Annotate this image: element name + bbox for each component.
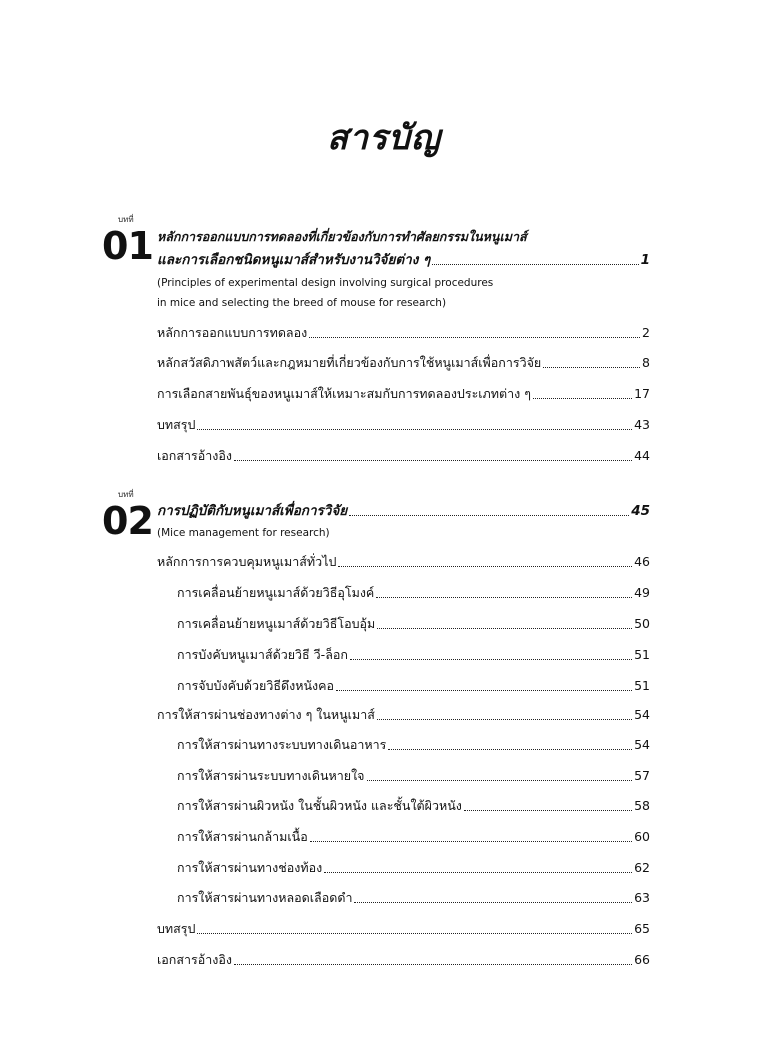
page-title: สารบัญ xyxy=(327,118,441,158)
page-number: 44 xyxy=(634,448,650,463)
entry-text: การจับบังคับด้วยวิธีดึงหนังคอ xyxy=(177,678,334,693)
dot-leader xyxy=(197,429,632,430)
entry-text: การเคลื่อนย้ายหนูเมาส์ด้วยวิธีอุโมงค์ xyxy=(177,585,375,600)
toc-subentry[interactable] xyxy=(177,797,650,815)
dot-leader xyxy=(367,780,633,781)
entry-text: หลักสวัสดิภาพสัตว์และกฎหมายที่เกี่ยวข้องกับการใช้หนูเมาส์เพื่อการวิจัย xyxy=(157,355,542,370)
dot-leader xyxy=(324,872,632,873)
heading-text: และการเลือกชนิดหนูเมาส์สำหรับงานวิจัยต่าง ๆ xyxy=(157,252,431,268)
page-number: 54 xyxy=(634,707,650,722)
page-number: 66 xyxy=(634,952,650,967)
toc-entry[interactable] xyxy=(157,416,650,434)
toc-subentry[interactable] xyxy=(177,767,650,785)
page-number: 62 xyxy=(634,860,650,875)
dot-leader xyxy=(543,367,640,368)
entry-text: เอกสารอ้างอิง xyxy=(157,448,232,463)
page-number: 51 xyxy=(634,678,650,693)
chapter-label: บทที่ xyxy=(118,490,134,499)
entry-text: บทสรุป xyxy=(157,417,196,432)
entry-text: การให้สารผ่านกล้ามเนื้อ xyxy=(177,829,308,844)
entry-text: การให้สารผ่านช่องทางต่าง ๆ ในหนูเมาส์ xyxy=(157,707,375,722)
entry-text: เอกสารอ้างอิง xyxy=(157,952,232,967)
toc-subentry[interactable] xyxy=(177,859,650,877)
entry-text: การเคลื่อนย้ายหนูเมาส์ด้วยวิธีโอบอุ้ม xyxy=(177,616,376,631)
page-number: 43 xyxy=(634,417,650,432)
dot-leader xyxy=(336,690,632,691)
dot-leader xyxy=(377,628,632,629)
page-number: 49 xyxy=(634,585,650,600)
chapter-heading-line1: หลักการออกแบบการทดลองที่เกี่ยวข้องกับการทำศัลยกรรมในหนูเมาส์ xyxy=(157,229,527,244)
page-number: 50 xyxy=(634,616,650,631)
dot-leader xyxy=(388,749,632,750)
entry-text: การบังคับหนูเมาส์ด้วยวิธี วี-ล็อก xyxy=(177,647,348,662)
toc-entry[interactable] xyxy=(157,447,650,465)
chapter-heading-line2[interactable] xyxy=(157,251,650,269)
dot-leader xyxy=(338,566,632,567)
chapter-number: 02 xyxy=(102,499,153,543)
chapter-heading[interactable] xyxy=(157,502,650,520)
toc-entry[interactable] xyxy=(157,920,650,938)
entry-text: การให้สารผ่านทางระบบทางเดินอาหาร xyxy=(177,737,387,752)
page-number: 58 xyxy=(634,798,650,813)
toc-subentry[interactable] xyxy=(177,736,650,754)
page-number: 51 xyxy=(634,647,650,662)
dot-leader xyxy=(533,398,632,399)
toc-subentry[interactable] xyxy=(177,646,650,664)
page-number: 57 xyxy=(634,768,650,783)
dot-leader xyxy=(432,264,638,265)
dot-leader xyxy=(377,719,632,720)
english-title-line2: in mice and selecting the breed of mouse for research) xyxy=(157,297,447,309)
page-number: 17 xyxy=(634,386,650,401)
entry-text: การเลือกสายพันธุ์ของหนูเมาส์ให้เหมาะสมกับการทดลองประเภทต่าง ๆ xyxy=(157,386,531,401)
toc-subentry[interactable] xyxy=(177,677,650,695)
dot-leader xyxy=(234,964,632,965)
page-number: 8 xyxy=(642,355,650,370)
page-number: 46 xyxy=(634,554,650,569)
dot-leader xyxy=(310,841,632,842)
entry-text: บทสรุป xyxy=(157,921,196,936)
entry-text: หลักการการควบคุมหนูเมาส์ทั่วไป xyxy=(157,554,337,569)
toc-entry[interactable] xyxy=(157,324,650,342)
entry-text: การให้สารผ่านทางหลอดเลือดดำ xyxy=(177,890,353,905)
dot-leader xyxy=(197,933,632,934)
toc-subentry[interactable] xyxy=(177,889,650,907)
english-title-line1: (Principles of experimental design involving surgical procedures xyxy=(157,277,494,289)
entry-text: การให้สารผ่านระบบทางเดินหายใจ xyxy=(177,768,365,783)
toc-entry[interactable] xyxy=(157,385,650,403)
toc-subentry[interactable] xyxy=(177,584,650,602)
dot-leader xyxy=(309,337,640,338)
toc-entry[interactable] xyxy=(157,951,650,969)
chapter-number: 01 xyxy=(102,224,153,268)
dot-leader xyxy=(234,460,632,461)
toc-entry[interactable] xyxy=(157,706,650,724)
toc-entry[interactable] xyxy=(157,354,650,372)
page-number: 63 xyxy=(634,890,650,905)
heading-text: การปฏิบัติกับหนูเมาส์เพื่อการวิจัย xyxy=(157,503,348,519)
english-title: (Mice management for research) xyxy=(157,527,330,539)
entry-text: การให้สารผ่านผิวหนัง ในชั้นผิวหนัง และชั้นใต้ผิวหนัง xyxy=(177,798,462,813)
toc-subentry[interactable] xyxy=(177,615,650,633)
dot-leader xyxy=(349,515,629,516)
page-number: 60 xyxy=(634,829,650,844)
page-number: 1 xyxy=(640,252,650,268)
page-number: 65 xyxy=(634,921,650,936)
toc-subentry[interactable] xyxy=(177,828,650,846)
page-number: 54 xyxy=(634,737,650,752)
page-number: 45 xyxy=(631,503,650,519)
dot-leader xyxy=(376,597,632,598)
chapter-label: บทที่ xyxy=(118,215,134,224)
dot-leader xyxy=(350,659,632,660)
entry-text: หลักการออกแบบการทดลอง xyxy=(157,325,308,340)
page-number: 2 xyxy=(642,325,650,340)
dot-leader xyxy=(464,810,632,811)
dot-leader xyxy=(354,902,632,903)
entry-text: การให้สารผ่านทางช่องท้อง xyxy=(177,860,323,875)
toc-entry[interactable] xyxy=(157,553,650,571)
